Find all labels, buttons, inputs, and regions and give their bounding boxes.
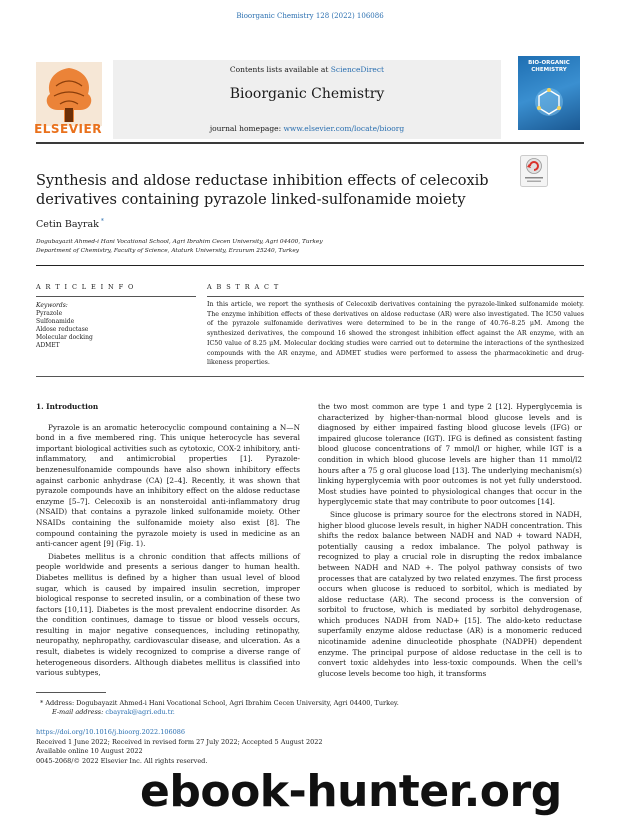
abstract-heading: A B S T R A C T [207, 283, 280, 291]
contents-prefix: Contents lists available at [229, 65, 331, 74]
email-link[interactable]: cbayrak@agri.edu.tr. [105, 708, 175, 716]
author-name [36, 218, 104, 230]
title-divider [36, 265, 584, 266]
contents-line [113, 65, 501, 74]
email-label: E-mail address: [52, 708, 106, 716]
elsevier-tree-logo-icon [36, 62, 102, 126]
introduction-heading: 1. Introduction [36, 402, 99, 411]
keyword: Pyrazole [36, 310, 63, 317]
body-paragraph: Diabetes mellitus is a chronic condition that affects millions of people worldwide and presents a serious danger to human health. Diabetes mellitus is defined by a higher than usual level of blood sugar, which is caused by impaired insulin secretion, improper biological response to secreted insulin, or a combination of these two factors [10,11]. Diabetes is the most prevalent endocrine disorder. As the condition continues, damage to tissue or blood vessels occurs, resulting in major negative consequences, including retinopathy, neuropathy, nephropathy, cardiovascular disease, and ulceration. As a result, diabetes is widely recognized to comprise a diverse range of heterogeneous disorders. Although diabetes mellitus is classified into various subtypes, [36, 551, 300, 678]
keyword: Sulfonamide [36, 318, 75, 325]
body-paragraph: the two most common are type 1 and type 2 [12]. Hyperglycemia is characterized by higher-than-normal blood glucose levels and is diagnosed by either impaired fasting blood glucose levels (IFG) or impaired glucose tolerance (IGT). IFG is defined as consistent fasting blood glucose concentrations of 7 mmol/l or higher, while IGT is a condition in which blood glucose levels are higher than 11 mmol/l2 hours after a 75 g oral glucose load [13]. The underlying mechanism(s) linking hyperglycemia with poor outcomes is not yet fully understood. Most studies have pointed to physiological changes that occur in the hyperglycemic state that may contribute to poor outcomes [14]. [318, 402, 582, 507]
publication-info [36, 728, 323, 766]
cover-molecule-icon [530, 82, 568, 122]
footnote-address: * Address: Dogubayazit Ahmed-i Hani Vocational School, Agri Ibrahim Cecen University, Agri 04400, Turkey. [40, 699, 399, 707]
body-column-left [36, 402, 300, 681]
journal-citation[interactable]: Bioorganic Chemistry 128 (2022) 106086 [236, 12, 384, 20]
body-paragraph: Since glucose is primary source for the electrons stored in NADH, higher blood glucose levels result, in higher NADH concentration. This shifts the redox balance between NADH and NAD + toward NADH, potentially causing a redox imbalance. The polyol pathway is recognized to play a crucial role in disrupting the redox imbalance between NADH and NAD +. The polyol pathway consists of two processes that are catalyzed by two related enzymes. The first process occurs when glucose is reduced to sorbitol, which is mediated by aldose reductase (AR). The second process is the conversion of sorbitol to fructose, which is mediated by sorbitol dehydrogenase, which produces NADH from NAD+ [15]. The aldo-keto reductase superfamily enzyme aldose reductase (AR) is a monomeric reduced nicotinamide adenine dinucleotide phosphate (NADPH) dependent enzyme. The principal purpose of aldose reductase in the cell is to convert toxic aldehydes into less-toxic compounds. When the cell's glucose levels become too high, it transforms [318, 509, 582, 678]
check-for-updates-icon[interactable] [520, 155, 548, 187]
cover-title: BIO-ORGANIC CHEMISTRY [528, 60, 570, 73]
sciencedirect-link[interactable]: ScienceDirect [330, 65, 385, 74]
footnote-divider [36, 692, 106, 693]
received-dates: Received 1 June 2022; Received in revised form 27 July 2022; Accepted 5 August 2022 [36, 737, 323, 746]
journal-homepage-link[interactable]: www.elsevier.com/locate/bioorg [283, 124, 405, 133]
article-info-divider [36, 296, 196, 297]
corresponding-author-mark[interactable]: * [100, 218, 104, 225]
article-info-heading: A R T I C L E I N F O [36, 283, 135, 291]
author-text: Cetin Bayrak [36, 219, 99, 231]
affiliation-2: Department of Chemistry, Faculty of Science, Ataturk University, Erzurum 25240, Turkey [36, 248, 300, 254]
body-column-right [318, 402, 582, 681]
affiliation-1: Dogubayazit Ahmed-i Hani Vocational School, Agri Ibrahim Cecen University, Agri 04400, Turkey [36, 239, 323, 245]
keywords-label: Keywords: [36, 302, 68, 309]
keyword: Molecular docking [36, 334, 93, 341]
keyword: Aldose reductase [36, 326, 89, 333]
homepage-prefix: journal homepage: [209, 124, 284, 133]
copyright-notice: 0045-2068/© 2022 Elsevier Inc. All rights reserved. [36, 756, 208, 765]
watermark-text: ebook-hunter.org [140, 766, 562, 817]
abstract-divider [207, 296, 584, 297]
keywords-list [36, 310, 93, 350]
abstract-end-divider [36, 376, 584, 377]
footnote-email-line [52, 708, 175, 716]
homepage-line [113, 124, 501, 133]
article-title: Synthesis and aldose reductase inhibition effects of celecoxib derivatives containing pyrazole linked-sulfonamide moiety [36, 173, 489, 208]
body-paragraph: Pyrazole is an aromatic heterocyclic compound containing a N—N bond in a five membered ring. This unique heterocycle has several important biological activities such as cytotoxic, COX-2 inhibitory, anti-inflammatory, and antimicrobial properties [1]. Pyrazole-benzenesulfonamide compounds have also shown inhibitory effects against carbonic anhydrase (CA) [2–4]. Recently, it was shown that pyrazole compounds have an inhibitory effect on the aldose reductase enzyme [5–7]. Celecoxib is an nonsteroidal anti-inflammatory drug (NSAID) that contains a pyrazole linked sulfonamide moiety. Other NSAIDs containing the sulfonamide moiety also exist [8]. The compound containing the pyrazole moiety is used in medicine as an anti-cancer agent [9] (Fig. 1). [36, 422, 300, 549]
publisher-wordmark: ELSEVIER [34, 122, 102, 136]
doi-link[interactable]: https://doi.org/10.1016/j.bioorg.2022.106086 [36, 728, 186, 736]
available-online-date: Available online 10 August 2022 [36, 747, 143, 755]
journal-name: Bioorganic Chemistry [229, 86, 385, 102]
header-divider [36, 142, 584, 144]
keyword: ADMET [36, 342, 60, 349]
abstract-text: In this article, we report the synthesis of Celecoxib derivatives containing the pyrazole-linked sulfonamide moiety. The enzyme inhibition effects of these derivatives on aldose reductase (AR) were also investigated. The IC50 values of the pyrazole sulfonamide derivatives were determined to be in the range of 40.76–8.25 μM. Among the synthesized derivatives, the compound 16 showed the strongest inhibition effect against the AR enzyme, with an IC50 value of 8.25 μM. Molecular docking studies were carried out to determine the interactions of the synthesized compounds with the AR enzyme, and ADMET studies were performed to assess the pharmacokinetic and drug-likeness properties. [207, 301, 584, 367]
